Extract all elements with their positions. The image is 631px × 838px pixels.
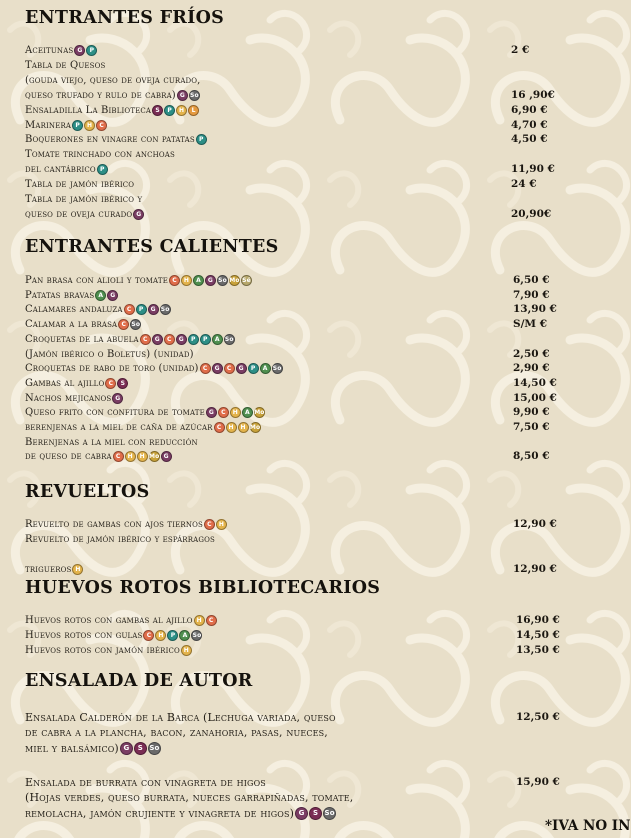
celery-icon: A: [193, 275, 204, 286]
gluten-icon: G: [176, 334, 187, 345]
fish-icon: P: [164, 105, 175, 116]
menu-item-price: 16,90 €: [516, 614, 560, 626]
menu-item-line: [25, 43, 98, 58]
menu-item-text: Marinera: [25, 119, 72, 131]
celery-icon: A: [212, 334, 223, 345]
menu-item-line: [25, 132, 208, 147]
menu-item-text: Nachos mejicanos: [25, 392, 112, 404]
menu-item-price: 15,90 €: [516, 775, 560, 788]
crustacean-icon: C: [105, 378, 116, 389]
fish-icon: P: [136, 304, 147, 315]
section-title-revueltos: REVUELTOS: [25, 482, 150, 502]
mustard-icon: Mo: [229, 277, 240, 284]
menu-item-line: [25, 420, 262, 435]
egg-icon: H: [226, 422, 237, 433]
gluten-icon: G: [120, 742, 133, 755]
fish-icon: P: [97, 164, 108, 175]
allergen-icons: [200, 363, 284, 374]
menu-item-text: remolacha, jamón crujiente y vinagreta de higos): [25, 806, 295, 820]
menu-item-price: 11,90 €: [511, 163, 555, 176]
menu-item-price: 15,00 €: [513, 391, 557, 404]
fish-icon: P: [188, 334, 199, 345]
menu-item-text: Calamar a la brasa: [25, 319, 118, 331]
crustacean-icon: C: [224, 363, 235, 374]
menu-item-text: Tabla de Quesos: [25, 59, 106, 71]
menu-item-line: [25, 103, 200, 118]
allergen-icons: [72, 120, 108, 131]
menu-item-text: Revuelto de jamón ibérico y espárragos: [25, 533, 215, 545]
menu-item-line: [25, 643, 193, 658]
egg-icon: H: [238, 422, 249, 433]
allergen-icons: [120, 742, 162, 755]
menu-item-text: Ensalada de burrata con vinagreta de higos: [25, 775, 266, 789]
mustard-icon: Mo: [254, 409, 265, 417]
menu-item-text: Tabla de jamón ibérico: [25, 179, 135, 191]
soy-icon: So: [218, 277, 227, 284]
menu-item-text: Gambas al ajillo: [25, 377, 105, 389]
menu-item-line: [25, 725, 328, 740]
menu-item-line: [25, 710, 336, 725]
crustacean-icon: C: [214, 422, 225, 433]
menu-item-price: 2 €: [511, 44, 530, 56]
allergen-icons: [133, 209, 145, 220]
menu-item-text: trigueros: [25, 563, 72, 575]
crustacean-icon: C: [124, 304, 135, 315]
soy-icon: So: [323, 807, 336, 820]
menu-item-text: queso trufado y rulo de cabra): [25, 89, 176, 101]
gluten-icon: G: [161, 451, 172, 462]
menu-item-text: Ensalada Calderón de la Barca (Lechuga variada, queso: [25, 711, 336, 724]
celery-icon: A: [242, 407, 253, 418]
menu-item-text: Revuelto de gambas con ajos tiernos: [25, 519, 203, 530]
menu-item-price: 24 €: [511, 178, 537, 191]
menu-item-text: queso de oveja curado: [25, 208, 133, 220]
allergen-icons: [124, 304, 172, 315]
gluten-icon: G: [148, 304, 159, 315]
menu-item-line: [25, 58, 105, 73]
allergen-icons: [196, 134, 208, 145]
celery-icon: A: [95, 290, 106, 301]
menu-item-price: 12,50 €: [516, 711, 560, 723]
menu-item-line: [25, 192, 142, 207]
allergen-icons: [112, 393, 124, 404]
crustacean-icon: C: [118, 319, 129, 330]
sulphite-icon: S: [117, 378, 128, 389]
menu-item-price: 12,90 €: [513, 518, 557, 530]
crustacean-icon: C: [218, 407, 229, 418]
allergen-icons: [194, 615, 218, 626]
allergen-icons: [113, 451, 173, 462]
menu-item-price: S/M €: [513, 318, 548, 331]
crustacean-icon: C: [206, 615, 217, 626]
menu-item-text: (gouda viejo, queso de oveja curado,: [25, 74, 201, 86]
milk-icon: L: [188, 105, 199, 116]
menu-item-price: 2,90 €: [513, 362, 550, 375]
egg-icon: H: [155, 630, 166, 641]
menu-item-price: 8,50 €: [513, 450, 550, 463]
menu-item-text: Aceitunas: [25, 45, 74, 56]
fish-icon: P: [167, 630, 178, 641]
allergen-icons: [72, 564, 84, 575]
fish-icon: P: [196, 134, 207, 145]
crustacean-icon: C: [169, 275, 180, 286]
soy-icon: So: [272, 365, 282, 373]
allergen-icons: [214, 422, 262, 433]
allergen-icons: [295, 807, 337, 820]
fish-icon: P: [86, 45, 97, 56]
section-title-ensalada: ENSALADA DE AUTOR: [25, 671, 253, 691]
menu-item-price: 14,50 €: [516, 628, 560, 641]
gluten-icon: G: [107, 290, 118, 301]
sulphite-icon: S: [309, 807, 322, 820]
menu-item-line: [25, 806, 337, 821]
menu-item-price: 4,70 €: [511, 118, 548, 131]
menu-item-price: 6,90 €: [511, 103, 548, 116]
menu-item-line: [25, 790, 353, 805]
soy-icon: So: [224, 335, 234, 343]
menu-item-line: [25, 517, 228, 532]
menu-item-text: Huevos rotos con jamón ibérico: [25, 644, 180, 656]
menu-item-text: (Jamón ibérico o Boletus) (unidad): [25, 348, 194, 360]
allergen-icons: [181, 645, 193, 656]
crustacean-icon: C: [113, 451, 124, 462]
allergen-icons: [118, 319, 142, 330]
menu-item-line: [25, 288, 119, 303]
allergen-icons: [152, 105, 200, 116]
allergen-icons: [204, 519, 228, 530]
menu-item-price: 13,50 €: [516, 643, 560, 656]
menu-item-text: Croquetas de la abuela: [25, 333, 139, 345]
menu-item-line: [25, 162, 109, 177]
gluten-icon: G: [205, 275, 216, 286]
menu-item-text: Queso frito con confitura de tomate: [25, 407, 205, 419]
menu-item-line: [25, 147, 175, 162]
menu-item-line: [25, 88, 201, 103]
menu-item-text: Calamares andaluza: [25, 304, 123, 316]
celery-icon: A: [179, 630, 190, 641]
menu-item-line: [25, 435, 198, 450]
egg-icon: H: [216, 519, 227, 530]
egg-icon: H: [84, 120, 95, 131]
menu-item-text: Pan brasa con alioli y tomate: [25, 275, 168, 286]
menu-item-text: Berenjenas a la miel con reducción: [25, 436, 198, 448]
menu-item-text: de cabra a la plancha, bacon, zanahoria, pasas, nueces,: [25, 726, 328, 740]
sesame-icon: Sé: [242, 277, 251, 284]
menu-item-text: Croquetas de rabo de toro (unidad): [25, 363, 199, 375]
egg-icon: H: [194, 615, 205, 626]
menu-item-line: [25, 118, 108, 133]
egg-icon: H: [181, 645, 192, 656]
gluten-icon: G: [133, 209, 144, 220]
menu-item-line: [25, 361, 284, 376]
fish-icon: P: [200, 334, 211, 345]
egg-icon: H: [125, 451, 136, 462]
fish-icon: P: [72, 120, 83, 131]
soy-icon: So: [148, 742, 161, 755]
section-title-calientes: ENTRANTES CALIENTES: [25, 237, 279, 257]
mustard-icon: Mo: [149, 453, 160, 461]
menu-item-line: [25, 741, 162, 756]
menu-item-line: [25, 332, 236, 347]
gluten-icon: G: [177, 90, 188, 101]
menu-item-text: del cantábrico: [25, 164, 96, 176]
menu-item-line: [25, 613, 218, 628]
menu-item-line: [25, 376, 129, 391]
section-title-frios: ENTRANTES FRÍOS: [25, 8, 225, 28]
soy-icon: So: [131, 321, 141, 329]
allergen-icons: [105, 378, 129, 389]
gluten-icon: G: [295, 807, 308, 820]
menu-item-text: berenjenas a la miel de caña de azúcar: [25, 422, 213, 433]
menu-item-price: 13,90 €: [513, 303, 557, 316]
menu-item-price: 7,90 €: [513, 288, 550, 301]
menu-item-text: Tabla de jamón ibérico y: [25, 194, 143, 205]
gluten-icon: G: [206, 407, 217, 418]
menu-item-price: 4,50 €: [511, 133, 548, 146]
menu-item-price: 6,50 €: [513, 274, 550, 286]
menu-item-price: 20,90€: [511, 207, 552, 220]
menu-item-text: de queso de cabra: [25, 451, 112, 463]
menu-item-line: [25, 405, 266, 420]
mustard-icon: Mo: [249, 424, 261, 431]
egg-icon: H: [176, 105, 187, 116]
crustacean-icon: C: [96, 120, 107, 131]
menu-item-price: 12,90 €: [513, 562, 557, 575]
gluten-icon: G: [236, 363, 247, 374]
section-title-huevos: HUEVOS ROTOS BIBLIOTECARIOS: [25, 578, 381, 598]
menu-item-line: [25, 273, 253, 288]
menu-item-line: [25, 532, 215, 547]
allergen-icons: [97, 164, 109, 175]
allergen-icons: [206, 407, 266, 418]
menu-item-price: 16 ,90€: [511, 88, 555, 101]
menu-item-price: 9,90 €: [513, 406, 550, 419]
menu-item-price: 7,50 €: [513, 421, 550, 433]
menu-item-line: [25, 317, 142, 332]
egg-icon: H: [72, 564, 83, 575]
gluten-icon: G: [212, 363, 223, 374]
menu-item-text: Patatas bravas: [25, 289, 95, 301]
menu-item-line: [25, 302, 172, 317]
menu-item-text: Huevos rotos con gambas al ajillo: [25, 615, 193, 626]
allergen-icons: [143, 630, 203, 641]
egg-icon: H: [137, 451, 148, 462]
menu-item-text: Ensaladilla La Biblioteca: [25, 104, 152, 116]
menu-item-text: Tomate trinchado con anchoas: [25, 149, 175, 161]
sulphite-icon: S: [152, 105, 163, 116]
soy-icon: So: [160, 306, 170, 314]
menu-item-line: [25, 391, 124, 406]
soy-icon: So: [189, 91, 199, 99]
iva-note: *IVA NO IN: [545, 818, 631, 834]
soy-icon: So: [192, 631, 202, 639]
menu-item-text: Boquerones en vinagre con patatas: [25, 134, 195, 146]
crustacean-icon: C: [164, 334, 175, 345]
gluten-icon: G: [112, 393, 123, 404]
menu-item-line: [25, 207, 145, 222]
sulphite-icon: S: [134, 742, 147, 755]
menu-item-line: [25, 73, 201, 88]
egg-icon: H: [230, 407, 241, 418]
menu-item-line: [25, 177, 134, 192]
menu-item-price: 2,50 €: [513, 347, 550, 360]
gluten-icon: G: [152, 334, 163, 345]
allergen-icons: [74, 45, 98, 56]
crustacean-icon: C: [140, 334, 151, 345]
crustacean-icon: C: [204, 519, 215, 530]
menu-item-text: Huevos rotos con gulas: [25, 629, 143, 641]
crustacean-icon: C: [200, 363, 211, 374]
crustacean-icon: C: [143, 630, 154, 641]
allergen-icons: [177, 90, 201, 101]
menu-item-text: (Hojas verdes, queso burrata, nueces garrapiñadas, tomate,: [25, 791, 354, 805]
allergen-icons: [169, 275, 253, 286]
fish-icon: P: [248, 363, 259, 374]
allergen-icons: [95, 290, 119, 301]
menu-item-line: [25, 628, 203, 643]
menu-item-price: 14,50 €: [513, 376, 557, 389]
menu-item-line: [25, 562, 84, 577]
menu-item-line: [25, 775, 266, 790]
menu-item-line: [25, 347, 194, 362]
menu-item-text: miel y balsámico): [25, 741, 119, 755]
celery-icon: A: [260, 363, 271, 374]
menu-item-line: [25, 449, 173, 464]
allergen-icons: [140, 334, 236, 345]
egg-icon: H: [181, 275, 192, 286]
gluten-icon: G: [74, 45, 85, 56]
